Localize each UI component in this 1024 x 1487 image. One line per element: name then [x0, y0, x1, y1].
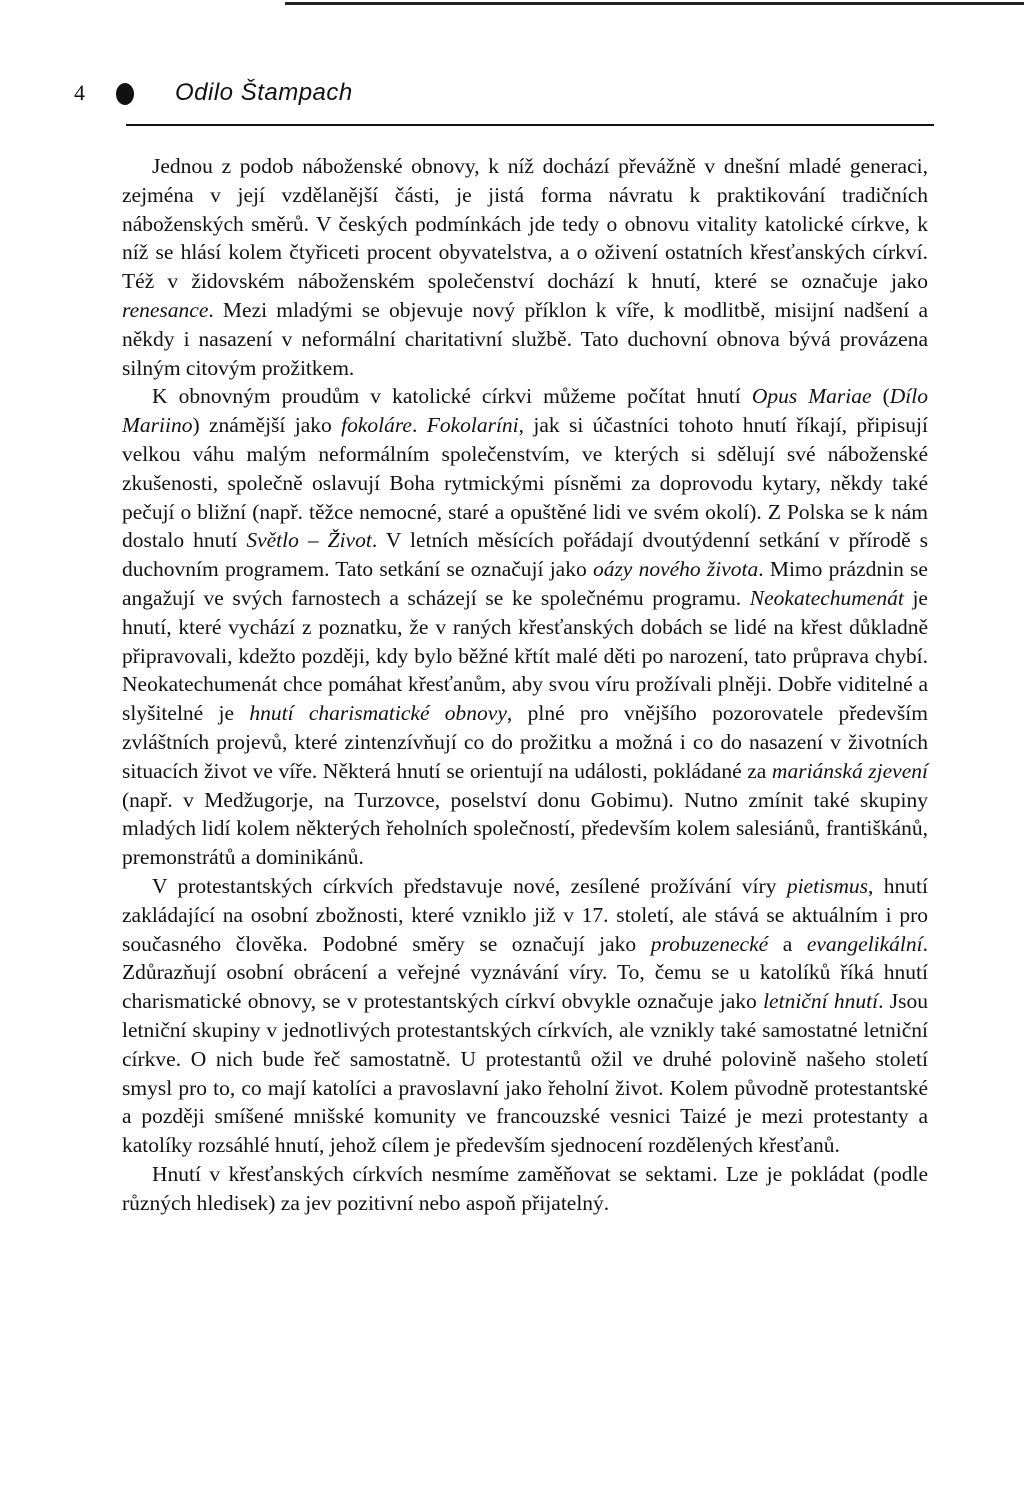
- italic-term: mariánská zjevení: [771, 758, 928, 783]
- top-edge-rule: [285, 2, 1024, 5]
- text-run: . Zdůrazňují osobní obrácení a veřejné vyznávání víry. To, čemu se u katolíků říká hnutí charismatické obnovy, se v protestantských církví obvykle označuje jako: [122, 931, 929, 1014]
- italic-term: Dílo Mariino: [122, 384, 929, 438]
- italic-term: Neokatechumenát: [749, 585, 904, 610]
- text-run: .: [411, 413, 427, 438]
- bullet-dot-icon: [116, 83, 134, 105]
- text-run: ) známější jako: [192, 413, 342, 438]
- italic-term: hnutí charismatické obnovy: [249, 701, 507, 726]
- italic-term: probuzenecké: [650, 931, 769, 956]
- text-run: K obnovným proudům v katolické církvi můžeme počítat hnutí: [152, 384, 752, 409]
- italic-term: oázy nového života: [592, 557, 759, 582]
- text-run: a: [768, 931, 807, 956]
- italic-term: Světlo – Život: [246, 528, 372, 553]
- text-run: (např. v Medžugorje, na Turzovce, poselství donu Gobimu). Nutno zmínit také skupiny mladých lidí kolem některých řeholních společností, především kolem salesiánů, františkánů, premonstrátů a dominikánů.: [122, 787, 928, 870]
- text-run: . Mimo prázdnin se angažují ve svých farnostech a scházejí se ke společnému programu.: [122, 557, 928, 610]
- text-run: V protestantských církvích představuje nové, zesílené prožívání víry: [152, 873, 787, 898]
- text-run: je hnutí, které vychází z poznatku, že v raných křesťanských dobách se lidé na křest důkladně připravovali, kdežto později, kdy bylo běžné křtít malé děti po narození, tato průprava chybí. Neokatechumenát chce pomáhat křesťanům, aby svou víru prožívali plněji. Dobře viditelné a slyšitelné je: [122, 585, 928, 726]
- text-run: Hnutí v křesťanských církvích nesmíme zaměňovat se sektami. Lze je pokládat (podle různých hledisek) za jev pozitivní nebo aspoň přijatelný.: [122, 1161, 928, 1215]
- running-head-author: Odilo Štampach: [175, 79, 353, 106]
- italic-term: fokoláre: [341, 413, 412, 438]
- paragraph-3: [122, 872, 928, 1160]
- text-run: , jak si účastníci tohoto hnutí říkají, připisují velkou váhu malým neformálním společenstvím, ve kterých si sdělují své náboženské zkušenosti, společně oslavují Boha rytmickými písněmi za doprovodu kytary, někdy také pečují o bližní (např. těžce nemocné, staré a opuštěné lidi ve svém okolí). Z Polska se k nám dostalo hnutí: [122, 413, 929, 553]
- italic-term: evangelikální: [806, 931, 923, 956]
- italic-term: Fokolaríni: [426, 413, 519, 438]
- italic-term: letniční hnutí: [763, 989, 879, 1014]
- italic-term: pietismus: [786, 873, 869, 898]
- italic-term: Opus Mariae: [751, 384, 872, 409]
- header-rule: [126, 124, 934, 126]
- running-header: [74, 78, 934, 118]
- text-run: Jednou z podob náboženské obnovy, k níž dochází převážně v dnešní mladé generaci, zejména v její vzdělanější části, je jistá forma návratu k praktikování tradičních náboženských směrů. V českých podmínkách jde tedy o obnovu vitality katolické církve, k níž se hlásí kolem čtyřiceti procent obyvatelstva, a o oživení ostatních křesťanských církví. Též v židovském náboženském společenství dochází k hnutí, které se označuje jako: [122, 154, 928, 294]
- italic-term: renesance: [122, 297, 209, 322]
- paragraph-1: [122, 152, 928, 382]
- page-number: 4: [74, 80, 85, 105]
- text-run: , plné pro vnějšího pozorovatele především zvláštních projevů, které zintenzívňují co do prožitku a možná i co do nasazení v životních situacích život ve víře. Některá hnutí se orientují na události, pokládané za: [122, 701, 928, 783]
- text-run: . Jsou letniční skupiny v jednotlivých protestantských církvích, ale vznikly také samostatné letniční církve. O nich bude řeč samostatně. U protestantů ožil ve druhé polovině našeho století smysl pro to, co mají katolíci a pravoslavní jako řeholní život. Kolem původně protestantské a později smíšené mnišské komunity ve francouzské vesnici Taizé je mezi protestanty a katolíky rozsáhlé hnutí, jehož cílem je především sjednocení rozdělených křesťanů.: [122, 989, 928, 1158]
- paragraph-4: [122, 1160, 928, 1218]
- body-text: [122, 152, 928, 1217]
- text-run: . V letních měsících pořádají dvoutýdenní setkání v přírodě s duchovním programem. Tato setkání se označují jako: [122, 528, 928, 582]
- text-run: . Mezi mladými se objevuje nový příklon k víře, k modlitbě, misijní nadšení a někdy i nasazení v neformální charitativní službě. Tato duchovní obnova bývá provázena silným citovým prožitkem.: [122, 297, 928, 380]
- text-run: (: [871, 384, 890, 409]
- text-run: , hnutí zakládající na osobní zbožnosti, které vzniklo již v 17. století, ale stává se aktuálním i pro současného člověka. Podobné směry se označují jako: [122, 873, 928, 956]
- paragraph-2: [122, 382, 928, 872]
